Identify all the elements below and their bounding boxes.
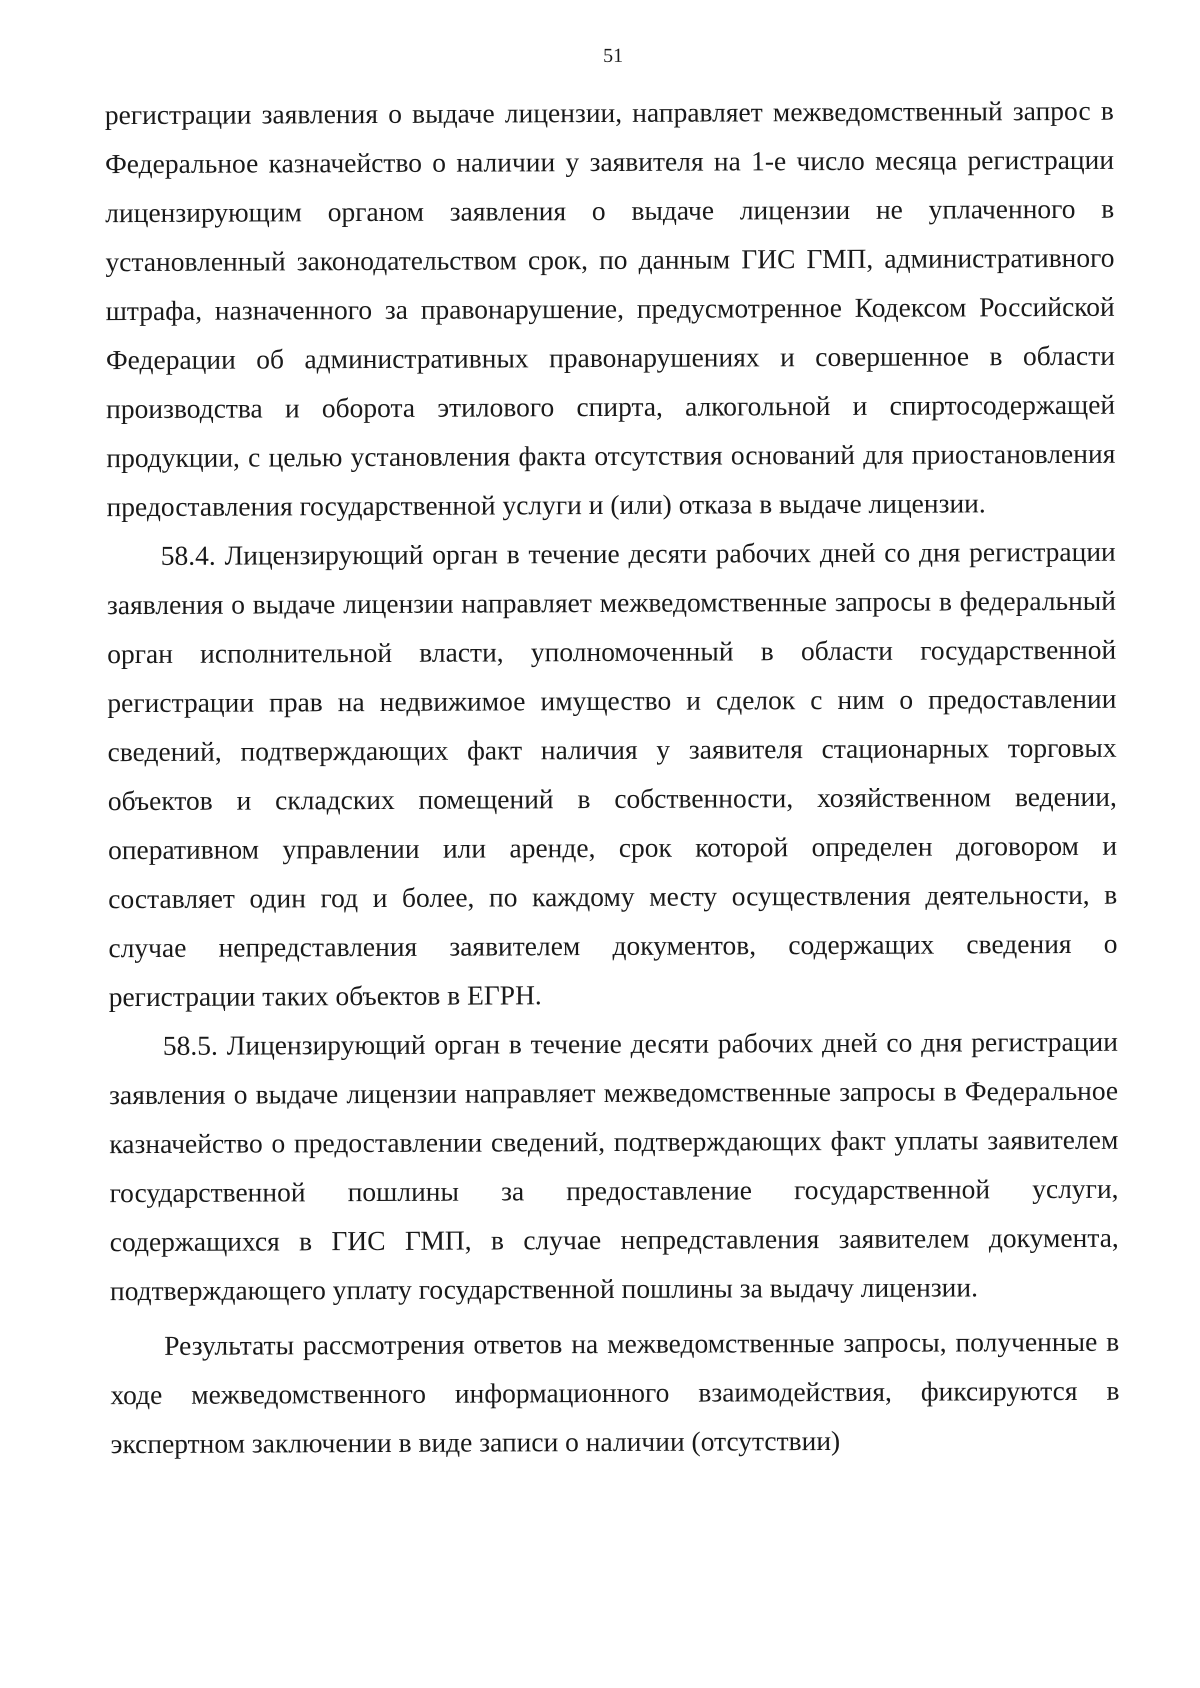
paragraph-58-4: 58.4. Лицензирующий орган в течение десяти рабочих дней со дня регистрации заявления о выдаче лицензии направляет межведомственные запросы в федеральный орган исполнительной власти, уполномоченный в области государственной регистрации прав на недвижимое имущество и сделок с ним о предоставлении сведений, подтверждающих факт наличия у заявителя стационарных торговых объектов и складских помещений в собственности, хозяйственном ведении, оперативном управлении или аренде, срок которой определен договором и составляет один год и более, по каждому месту осуществления деятельности, в случае непредставления заявителем документов, содержащих сведения о регистрации таких объектов в ЕГРН. [106,535,1118,1013]
paragraph-58-5: 58.5. Лицензирующий орган в течение десяти рабочих дней со дня регистрации заявления о выдаче лицензии направляет межведомственные запросы в Федеральное казначейство о предоставлении сведений, подтверждающих факт уплаты заявителем государственной пошлины за предоставление государственной услуги, содержащихся в ГИС ГМП, в случае непредставления заявителем документа, подтверждающего уплату государственной пошлины за выдачу лицензии. [109,1025,1119,1307]
page-number: 51 [603,44,624,67]
paragraph-continuation: регистрации заявления о выдаче лицензии, направляет межведомственный запрос в Федеральное казначейство о наличии у заявителя на 1-е число месяца регистрации лицензирующим органом заявления о выдаче лицензии не уплаченного в установленный законодательством срок, по данным ГИС ГМП, административного штрафа, назначенного за правонарушение, предусмотренное Кодексом Российской Федерации об административных правонарушениях и совершенное в области производства и оборота этилового спирта, алкогольной и спиртосодержащей продукции, с целью установления факта отсутствия оснований для приостановления предоставления государственной услуги и (или) отказа в выдаче лицензии. [104,94,1116,523]
paragraph-results: Результаты рассмотрения ответов на межведомственные запросы, полученные в ходе межведомственного информационного взаимодействия, фиксируются в экспертном заключении в виде записи о наличии (отсутствии) [110,1325,1120,1460]
